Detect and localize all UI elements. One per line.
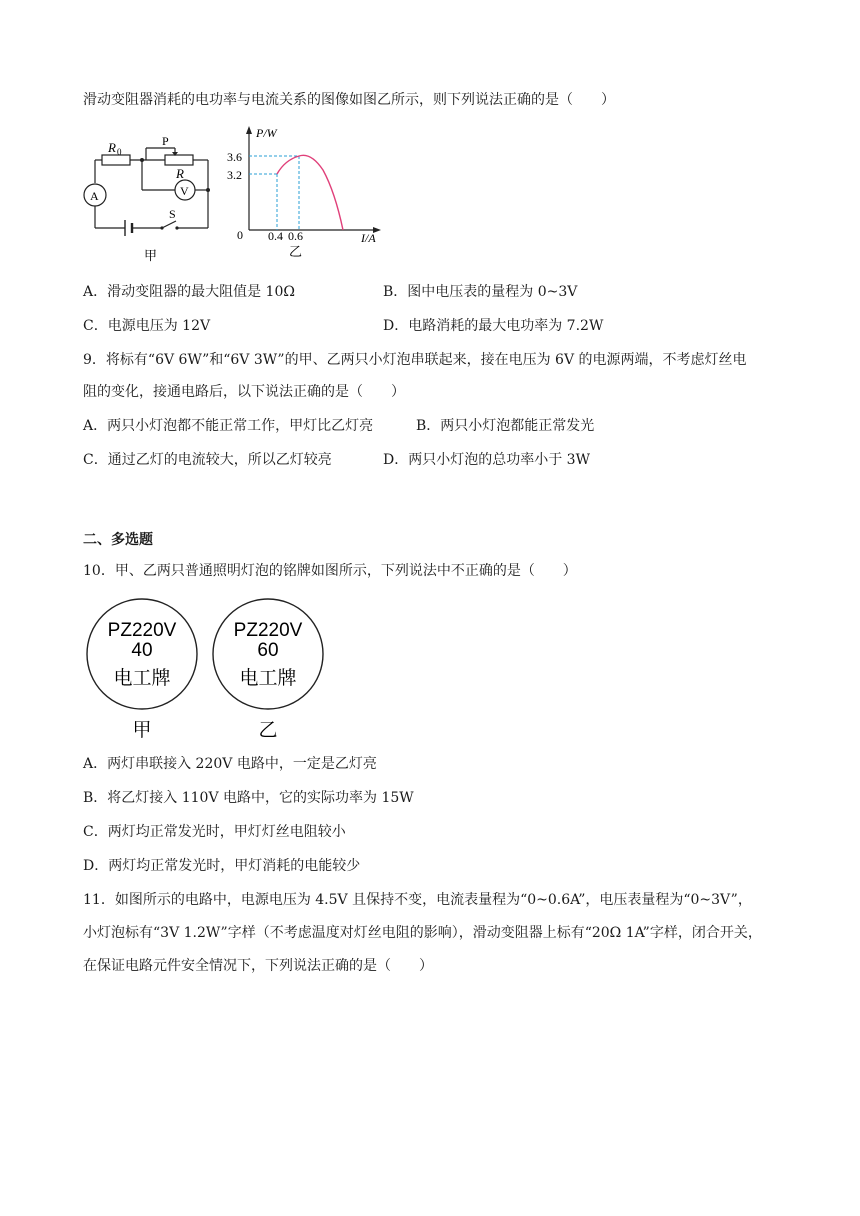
q9-option-d[interactable]: D．两只小灯泡的总功率小于 3W bbox=[383, 452, 590, 468]
q8-option-b[interactable]: B．图中电压表的量程为 0~3V bbox=[383, 284, 578, 300]
resistor-r0 bbox=[102, 155, 130, 165]
ytick-3-2: 3.2 bbox=[227, 168, 242, 182]
nameplate-yi-caption: 乙 bbox=[258, 720, 278, 741]
ammeter-label: A bbox=[90, 189, 99, 203]
y-axis-label: P/W bbox=[256, 126, 277, 140]
nameplate-yi-watt: 60 bbox=[257, 640, 279, 661]
q10-option-a[interactable]: A．两灯串联接入 220V 电路中，一定是乙灯亮 bbox=[83, 756, 377, 772]
graph-caption: 乙 bbox=[289, 244, 303, 259]
r0-label: R bbox=[108, 140, 116, 155]
q8-option-a[interactable]: A．滑动变阻器的最大阻值是 10Ω bbox=[83, 284, 295, 300]
dashed-guide-lines bbox=[249, 156, 299, 230]
power-current-graph bbox=[225, 122, 390, 267]
q10-option-c[interactable]: C．两灯均正常发光时，甲灯灯丝电阻较小 bbox=[83, 824, 346, 840]
origin-label: 0 bbox=[237, 228, 243, 242]
q11-stem-line2: 小灯泡标有“3V 1.2W”字样（不考虑温度对灯丝电阻的影响），滑动变阻器上标有“20Ω 1A”字样，闭合开关， bbox=[83, 925, 762, 941]
lamp-nameplates bbox=[80, 596, 330, 746]
nameplate-yi-model: PZ220V bbox=[233, 620, 303, 641]
xtick-0-4: 0.4 bbox=[268, 229, 283, 243]
switch-label: S bbox=[169, 207, 176, 221]
q10-option-b[interactable]: B．将乙灯接入 110V 电路中，它的实际功率为 15W bbox=[83, 790, 414, 806]
q10-option-d[interactable]: D．两灯均正常发光时，甲灯消耗的电能较少 bbox=[83, 858, 361, 874]
q8-option-c[interactable]: C．电源电压为 12V bbox=[83, 318, 211, 334]
q8-stem: 滑动变阻器消耗的电功率与电流关系的图像如图乙所示，则下列说法正确的是（ ） bbox=[83, 92, 615, 108]
nameplate-jia-brand: 电工牌 bbox=[113, 668, 171, 689]
ytick-3-6: 3.6 bbox=[227, 150, 242, 164]
q8-option-d[interactable]: D．电路消耗的最大电功率为 7.2W bbox=[383, 318, 604, 334]
rheostat-r bbox=[165, 155, 193, 165]
nameplate-yi-brand: 电工牌 bbox=[239, 668, 297, 689]
q9-option-a[interactable]: A．两只小灯泡都不能正常工作，甲灯比乙灯亮 bbox=[83, 418, 374, 434]
xtick-0-6: 0.6 bbox=[288, 229, 303, 243]
nameplate-jia-model: PZ220V bbox=[107, 620, 177, 641]
nameplate-jia-caption: 甲 bbox=[132, 720, 152, 741]
r0-subscript: 0 bbox=[117, 147, 122, 157]
q9-option-b[interactable]: B．两只小灯泡都能正常发光 bbox=[416, 418, 595, 434]
circuit-caption: 甲 bbox=[144, 248, 158, 263]
q9-stem-line1: 9．将标有“6V 6W”和“6V 3W”的甲、乙两只小灯泡串联起来，接在电压为 6V 的电源两端，不考虑灯丝电 bbox=[83, 352, 747, 368]
q9-option-c[interactable]: C．通过乙灯的电流较大，所以乙灯较亮 bbox=[83, 452, 332, 468]
rheostat-label: R bbox=[176, 166, 184, 181]
circuit-diagram bbox=[80, 128, 220, 268]
slider-p-label: P bbox=[162, 134, 169, 148]
q11-stem-line1: 11．如图所示的电路中，电源电压为 4.5V 且保持不变，电流表量程为“0~0.6A”，电压表量程为“0~3V”， bbox=[83, 892, 752, 908]
x-axis-label: I/A bbox=[361, 231, 376, 245]
q10-stem: 10．甲、乙两只普通照明灯泡的铭牌如图所示，下列说法中不正确的是（ ） bbox=[83, 563, 577, 579]
nameplate-jia-watt: 40 bbox=[131, 640, 153, 661]
voltmeter-label: V bbox=[180, 184, 189, 198]
q9-stem-line2: 阻的变化，接通电路后，以下说法正确的是（ ） bbox=[83, 384, 405, 400]
power-curve bbox=[277, 155, 343, 230]
section-heading: 二、多选题 bbox=[83, 532, 153, 548]
q11-stem-line3: 在保证电路元件安全情况下，下列说法正确的是（ ） bbox=[83, 958, 433, 974]
